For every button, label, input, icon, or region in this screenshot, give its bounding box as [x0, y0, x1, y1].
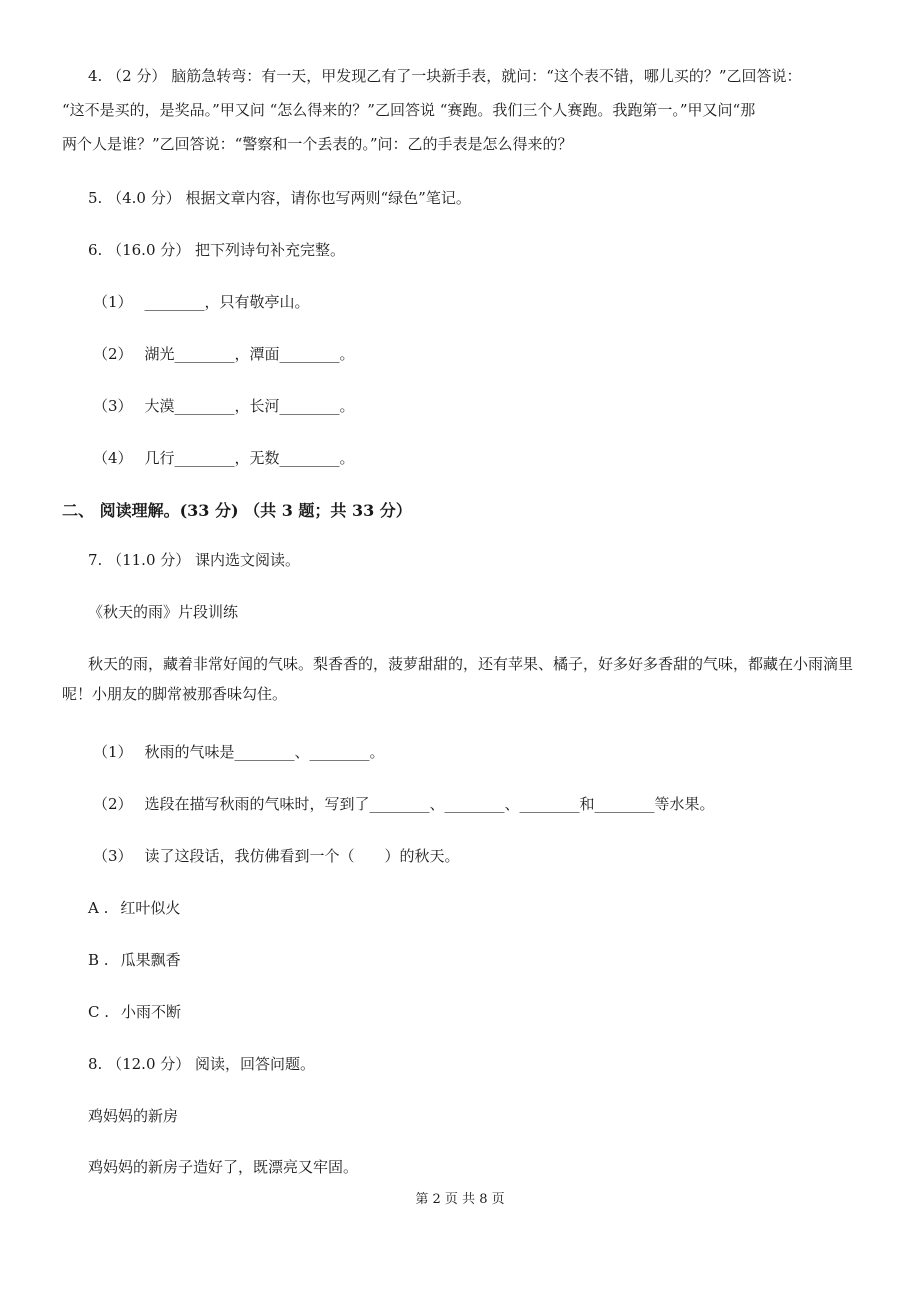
question-4-line-3: 两个人是谁？”乙回答说：“警察和一个丢表的。”问：乙的手表是怎么得来的？: [62, 135, 573, 153]
question-5: [88, 188, 471, 208]
question-number: 7.: [88, 551, 103, 569]
section-2-title: 二、 阅读理解。(33 分) （共 3 题；共 33 分）: [62, 501, 412, 520]
option-text: 瓜果飘香: [120, 951, 181, 969]
item-text: 选段在描写秋雨的气味时，写到了________、________、________和________等水果。: [144, 795, 715, 813]
question-text: 课内选文阅读。: [195, 551, 301, 569]
question-text: 阅读，回答问题。: [195, 1055, 316, 1073]
question-number: 8.: [88, 1055, 103, 1073]
question-8: [88, 1054, 315, 1074]
item-text: 秋雨的气味是________、________。: [144, 743, 385, 761]
question-text: 根据文章内容，请你也写两则“绿色”笔记。: [185, 189, 471, 207]
item-text: ________，只有敬亭山。: [144, 293, 310, 311]
q7-item-1: [93, 742, 385, 762]
option-label: B .: [88, 951, 109, 969]
question-text: 把下列诗句补充完整。: [195, 241, 346, 259]
item-number: （1）: [93, 293, 133, 311]
item-number: （4）: [93, 449, 133, 467]
question-number: 6.: [88, 241, 103, 259]
passage-title: 鸡妈妈的新房: [88, 1107, 179, 1125]
option-label: A .: [88, 899, 109, 917]
q6-item-1: [93, 292, 310, 312]
question-score: （2 分）: [107, 67, 167, 85]
question-6: [88, 240, 345, 260]
question-text: 脑筋急转弯：有一天，甲发现乙有了一块新手表，就问：“这个表不错，哪儿买的？”乙回答说：: [171, 67, 802, 85]
item-text: 读了这段话，我仿佛看到一个（ ）的秋天。: [144, 847, 460, 865]
item-number: （2）: [93, 795, 133, 813]
item-number: （3）: [93, 397, 133, 415]
question-number: 5.: [88, 189, 103, 207]
question-score: （4.0 分）: [107, 189, 181, 207]
question-score: （12.0 分）: [107, 1055, 191, 1073]
passage-paragraph: 秋天的雨，藏着非常好闻的气味。梨香香的，菠萝甜甜的，还有苹果、橘子，好多好多香甜的气味，都藏在小雨滴里呢！小朋友的脚常被那香味勾住。: [62, 655, 854, 703]
item-text: 湖光________，潭面________。: [144, 345, 355, 363]
question-score: （11.0 分）: [107, 551, 191, 569]
question-4-line-1: [88, 66, 802, 86]
option-label: C .: [88, 1003, 110, 1021]
item-text: 大漠________，长河________。: [144, 397, 355, 415]
passage-title: 《秋天的雨》片段训练: [88, 603, 239, 621]
option-c[interactable]: [88, 1002, 181, 1022]
q6-item-2: [93, 344, 355, 364]
q6-item-3: [93, 396, 355, 416]
q7-item-3: [93, 846, 460, 866]
question-score: （16.0 分）: [107, 241, 191, 259]
q7-item-2: [93, 794, 715, 814]
item-number: （1）: [93, 743, 133, 761]
passage-first-line: 鸡妈妈的新房子造好了，既漂亮又牢固。: [88, 1158, 359, 1176]
item-number: （2）: [93, 345, 133, 363]
option-a[interactable]: [88, 898, 180, 918]
option-text: 小雨不断: [121, 1003, 182, 1021]
question-number: 4.: [88, 67, 103, 85]
item-number: （3）: [93, 847, 133, 865]
item-text: 几行________，无数________。: [144, 449, 355, 467]
option-b[interactable]: [88, 950, 181, 970]
q6-item-4: [93, 448, 355, 468]
question-7: [88, 550, 300, 570]
question-4-line-2: “这不是买的，是奖品。”甲又问 “怎么得来的？”乙回答说 “赛跑。我们三个人赛跑。我跑第一。”甲又问“那: [62, 101, 756, 119]
page-number-footer: 第 2 页 共 8 页: [415, 1192, 505, 1207]
option-text: 红叶似火: [120, 899, 181, 917]
